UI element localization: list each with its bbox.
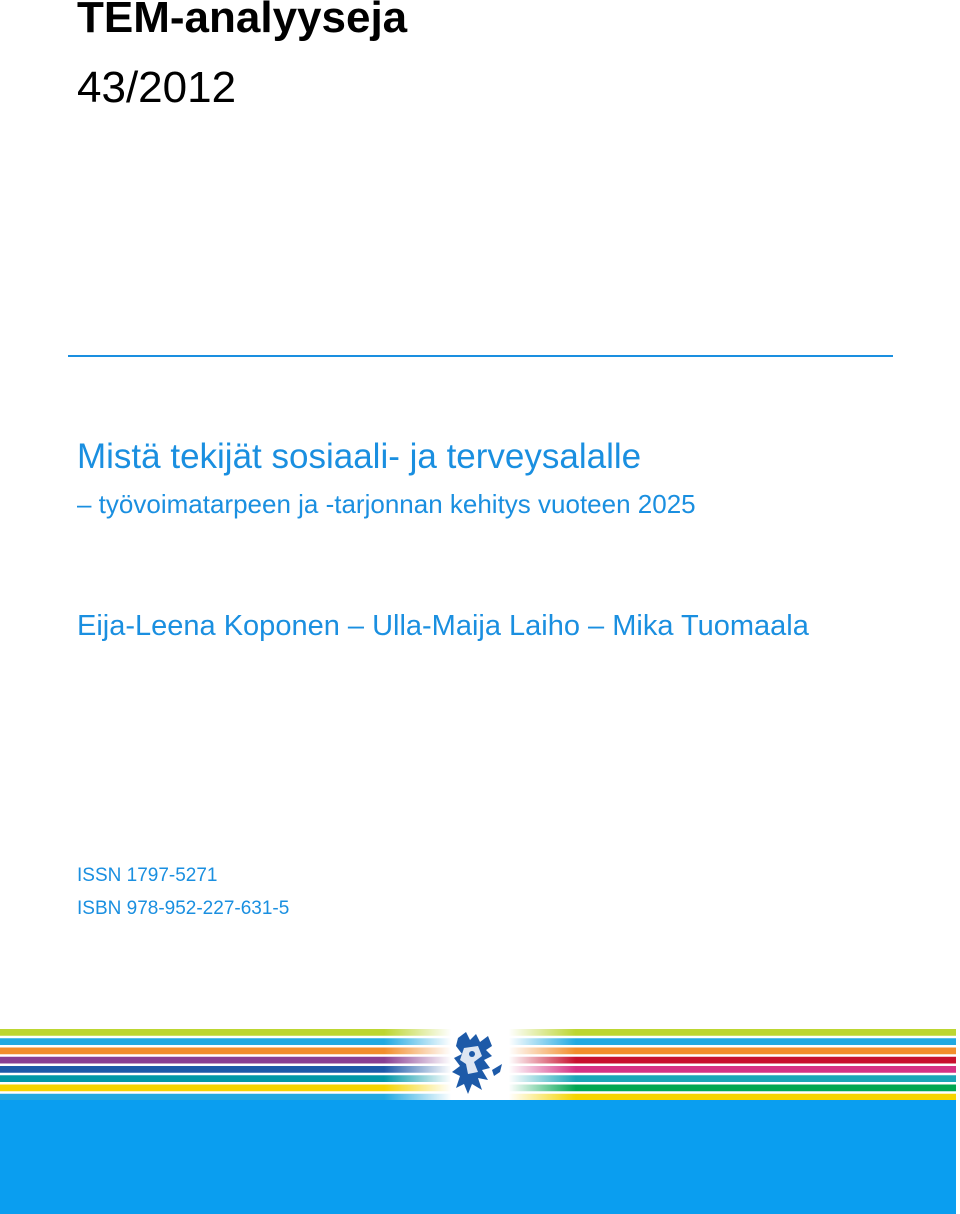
issn: ISSN 1797-5271 xyxy=(77,865,218,886)
isbn: ISBN 978-952-227-631-5 xyxy=(77,898,290,919)
footer-blue-block xyxy=(0,1100,956,1214)
issue-number: 43/2012 xyxy=(77,63,237,112)
document-title: Mistä tekijät sosiaali- ja terveysalalle xyxy=(77,437,642,476)
divider-rule xyxy=(68,355,893,357)
authors: Eija-Leena Koponen – Ulla-Maija Laiho – Mika Tuomaala xyxy=(77,610,809,642)
document-subtitle: – työvoimatarpeen ja -tarjonnan kehitys vuoteen 2025 xyxy=(77,489,696,519)
finnish-lion-crest-icon xyxy=(448,1030,504,1098)
series-title: TEM-analyyseja xyxy=(77,0,408,42)
